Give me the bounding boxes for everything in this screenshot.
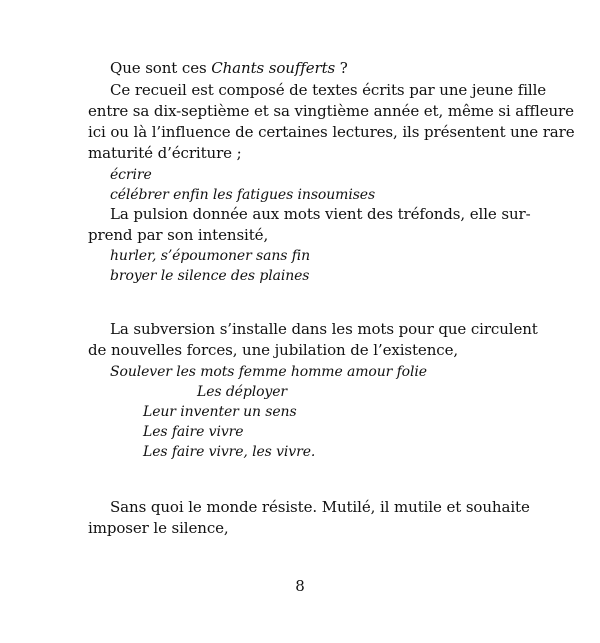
paragraph-2-line: prend par son intensité, [88,226,269,244]
paragraph-3-line: La subversion s’installe dans les mots pour que circulent [110,320,538,338]
quote-2-line: hurler, s’époumoner sans fin [110,248,311,264]
paragraph-1-line: entre sa dix-septième et sa vingtième année et, même si affleure [88,102,574,120]
paragraph-1-line: ici ou là l’influence de certaines lectures, ils présentent une rare [88,123,575,141]
quote-1-line: célébrer enfin les fatigues insoumises [110,187,376,203]
book-title-italic: Chants soufferts [211,59,336,77]
poem-line: Soulever les mots femme homme amour folie [110,364,427,380]
poem-line: Les faire vivre [143,424,244,440]
quote-2-line: broyer le silence des plaines [110,268,310,284]
poem-line: Les déployer [197,384,288,400]
paragraph-1-prefix: Que sont ces [110,59,212,77]
paragraph-4-line: Sans quoi le monde résiste. Mutilé, il mutile et souhaite [110,498,530,516]
paragraph-1-suffix: ? [335,59,348,77]
paragraph-2-line: La pulsion donnée aux mots vient des tréfonds, elle sur- [110,205,531,223]
poem-line: Leur inventer un sens [143,404,297,420]
paragraph-1-line: maturité d’écriture ; [88,144,242,162]
paragraph-1-first-line [110,58,348,78]
page-number: 8 [295,577,305,595]
paragraph-3-line: de nouvelles forces, une jubilation de l’existence, [88,341,459,359]
paragraph-1-line: Ce recueil est composé de textes écrits par une jeune fille [110,81,547,99]
paragraph-4-line: imposer le silence, [88,519,229,537]
poem-line: Les faire vivre, les vivre. [143,444,316,460]
quote-1-line: écrire [110,167,152,183]
